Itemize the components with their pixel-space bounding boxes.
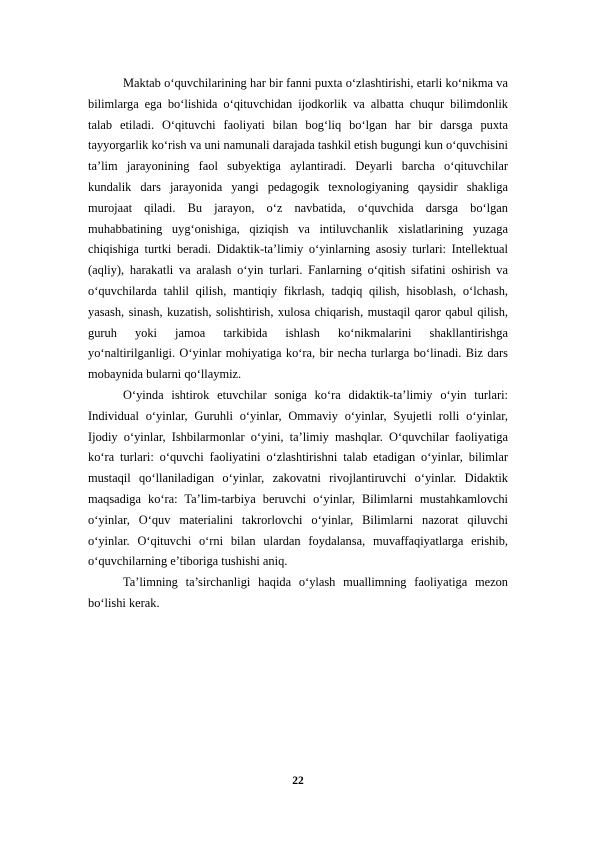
paragraph-1: Maktab o‘quvchilarining har bir fanni puxta o‘zlashtirishi, etarli ko‘nikma va bilimlarga ega bo‘lishida o‘qituvchidan ijodkorlik va albatta chuqur bilimdonlik talab etiladi. O‘qituvchi faoliyati bilan bog‘liq bo‘lgan har bir darsga puxta tayyorgarlik ko‘rish va uni namunali darajada tashkil etish bugungi kun o‘quvchisini ta’lim jarayonining faol subyektiga aylantiradi. Deyarli barcha o‘qituvchilar kundalik dars jarayonida yangi pedagogik texnologiyaning qaysidir shakliga murojaat qiladi. Bu jarayon, o‘z navbatida, o‘quvchida darsga bo‘lgan muhabbatining uyg‘onishiga, qiziqish va intiluvchanlik xislatlarining yuzaga chiqishiga turtki beradi. Didaktik-ta’limiy o‘yinlarning asosiy turlari: Intellektual (aqliy), harakatli va aralash o‘yin turlari. Fanlarning o‘qitish sifatini oshirish va o‘quvchilarda tahlil qilish, mantiqiy fikrlash, tadqiq qilish, hisoblash, o‘lchash, yasash, sinash, kuzatish, solishtirish, xulosa chiqarish, mustaqil qaror qabul qilish, guruh yoki jamoa tarkibida ishlash ko‘nikmalarini shakllantirishga yo‘naltirilganligi. O‘yinlar mohiyatiga ko‘ra, bir necha turlarga bo‘linadi. Biz dars mobaynida bularni qo‘llaymiz. <box>88 76 508 382</box>
paragraph-2: O‘yinda ishtirok etuvchilar soniga ko‘ra didaktik-ta’limiy o‘yin turlari: Individual o‘yinlar, Guruhli o‘yinlar, Ommaviy o‘yinlar, Syujetli rolli o‘yinlar, Ijodiy o‘yinlar, Ishbilarmonlar o‘yini, ta’limiy mashqlar. O‘quvchilar faoliyatiga ko‘ra turlari: o‘quvchi faoliyatini o‘zlashtirishni talab etadigan o‘yinlar, bilimlar mustaqil qo‘llaniladigan o‘yinlar, zakovatni rivojlantiruvchi o‘yinlar. Didaktik maqsadiga ko‘ra: Ta’lim-tarbiya beruvchi o‘yinlar, Bilimlarni mustahkamlovchi o‘yinlar, O‘quv materialini takrorlovchi o‘yinlar, Bilimlarni nazorat qiluvchi o‘yinlar. O‘qituvchi o‘rni bilan ulardan foydalansa, muvaffaqiyatlarga erishib, o‘quvchilarning e’tiboriga tushishi aniq. <box>88 387 508 569</box>
document-body <box>88 73 508 614</box>
page-number: 22 <box>292 775 304 787</box>
paragraph-3: Ta’limning ta’sirchanligi haqida o‘ylash muallimning faoliyatiga mezon bo‘lishi kerak. <box>88 575 508 610</box>
